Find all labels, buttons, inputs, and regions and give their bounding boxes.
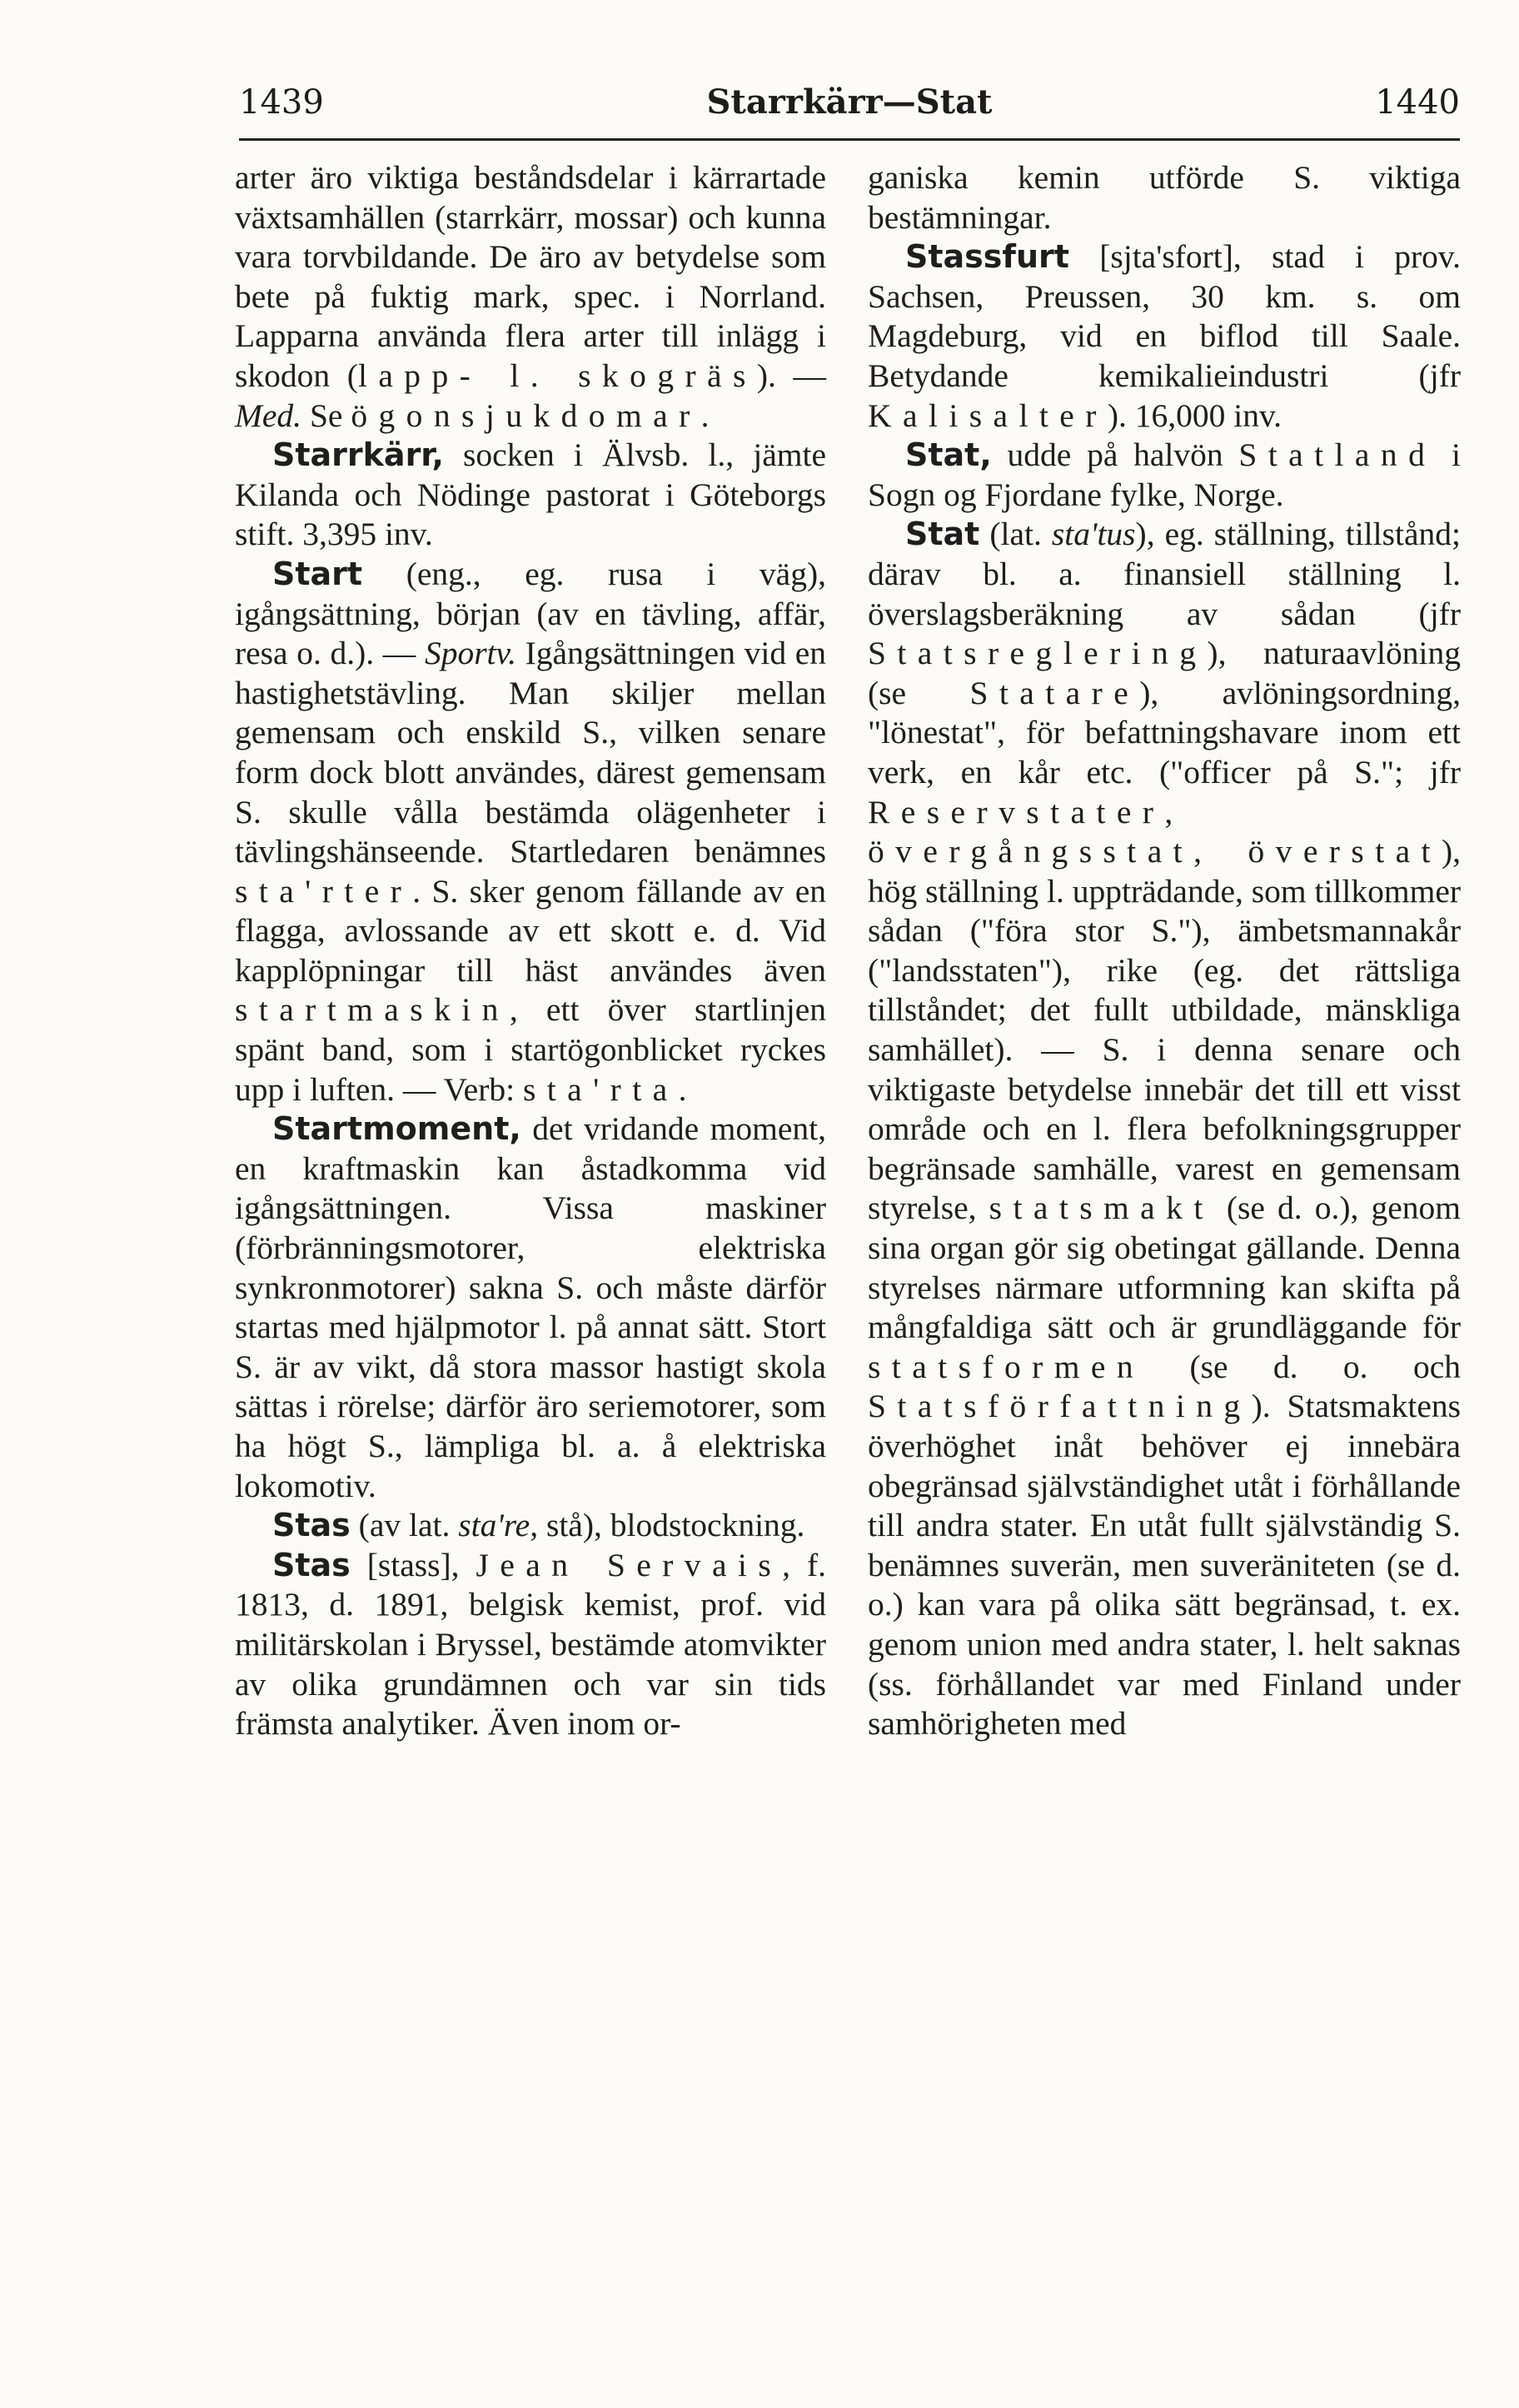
text: ), eg. ställning, tillstånd; därav bl. a. finansiell ställning l. överslagsberäkning av sådan (jfr bbox=[868, 516, 1461, 632]
right-column bbox=[868, 158, 1461, 2366]
text: ). 16,000 inv. bbox=[1107, 396, 1282, 434]
entry-continuation bbox=[235, 158, 826, 436]
text: [stass], bbox=[350, 1546, 476, 1583]
page-number-right: 1440 bbox=[1375, 83, 1460, 122]
entry-stas-2 bbox=[235, 1546, 826, 1744]
spaced-term: Statsförfattning bbox=[868, 1388, 1252, 1425]
spaced-term: övergångsstat bbox=[868, 833, 1194, 870]
entry-stat-udde bbox=[868, 436, 1461, 515]
headword: Start bbox=[272, 555, 363, 592]
text: i Sogn og Fjordane fylke, Norge. bbox=[868, 436, 1461, 513]
spaced-term: Statare bbox=[969, 674, 1140, 711]
text: det vridande moment, en kraftmaskin kan åstadkomma vid igångsättningen. Vissa maskiner (förbränningsmotorer, elektriska synkronmotorer) sakna S. och måste därför startas med hjälpmotor l. på annat sätt. Stort S. är av vikt, då stora massor hastigt skola sättas i rörelse; därför äro seriemotorer, som ha högt S., lämpliga bl. a. å elektriska lokomotiv. bbox=[235, 1110, 826, 1504]
text: Se bbox=[301, 396, 351, 434]
text: , f. 1813, d. 1891, belgisk kemist, prof. vid militärskolan i Bryssel, bestämde atomvikter av olika grundämnen och var sin tids främsta analytiker. Även inom or- bbox=[235, 1546, 826, 1742]
entry-stas-1 bbox=[235, 1506, 826, 1546]
text: , bbox=[1193, 833, 1248, 870]
page-header bbox=[239, 73, 1460, 132]
text: ), avlöningsordning, "lönestat", för befattningshavare inom ett verk, en kår etc. ("officer på S."; jfr bbox=[868, 674, 1462, 790]
spaced-term: ögonsjukdomar bbox=[351, 396, 701, 434]
entry-startmoment bbox=[235, 1109, 826, 1506]
spaced-term: statsmakt bbox=[989, 1189, 1214, 1227]
left-column bbox=[235, 158, 826, 2366]
text: (se d. o. och bbox=[1144, 1348, 1461, 1385]
text: (av lat. bbox=[350, 1507, 459, 1544]
headword: Stassfurt bbox=[905, 238, 1069, 276]
text: udde på halvön bbox=[991, 436, 1239, 474]
text: . bbox=[678, 1070, 687, 1108]
italic-term: Sportv. bbox=[424, 635, 517, 672]
text: . S. sker genom fällande av en flagga, avlossande av ett skott e. d. Vid kapplöpningar till häst användes även bbox=[235, 872, 826, 989]
text: (se d. o.), genom sina organ gör sig obetingat gällande. Denna styrelses närmare utformning kan skifta på mångfaldiga sätt och är grundläggande för bbox=[868, 1189, 1462, 1346]
spaced-term: Kalisalter bbox=[868, 396, 1108, 434]
spaced-term: startmaskin bbox=[235, 991, 510, 1029]
text: [sjta'sfort], stad i prov. Sachsen, Preussen, 30 km. s. om Magdeburg, vid en biflod till Saale. Betydande kemikalieindustri (jfr bbox=[868, 238, 1461, 394]
headword: Starrkärr, bbox=[272, 436, 444, 474]
text: stå), blodstockning. bbox=[538, 1507, 805, 1544]
text: Igångsättningen vid en hastighetstävling. Man skiljer mellan gemensam och enskild S., vilken senare form dock blott användes, därest gemensam S. skulle vålla bestämda olägenheter i tävlingshänseende. Startledaren benämnes bbox=[235, 635, 826, 870]
italic-term: sta're, bbox=[458, 1507, 539, 1544]
italic-term: sta'tus bbox=[1051, 516, 1136, 553]
spaced-term: lapp- l. skogräs bbox=[357, 356, 757, 394]
headword: Startmoment, bbox=[272, 1110, 521, 1148]
headword: Stas bbox=[272, 1546, 351, 1583]
text: arter äro viktiga beståndsdelar i kärrartade växtsamhällen (starrkärr, mossar) och kunna vara torvbildande. De äro av betydelse som bete på fuktig mark, spec. i Norrland. Lapparna använda flera arter till inlägg i skodon ( bbox=[235, 159, 826, 394]
running-title: Starrkärr—Stat bbox=[706, 82, 993, 122]
text: ), naturaavlöning (se bbox=[868, 635, 1461, 711]
spaced-term: Reservstater bbox=[868, 793, 1165, 830]
text: , ett över startlinjen spänt band, som i startögonblicket ryckes upp i luften. — Verb: bbox=[235, 991, 826, 1108]
spaced-term: statsformen bbox=[868, 1348, 1145, 1385]
text: (eng., eg. rusa i väg), igångsättning, början (av en tävling, affär, resa o. d.). — bbox=[235, 555, 826, 672]
text: ganiska kemin utförde S. viktiga bestämningar. bbox=[868, 159, 1461, 236]
entry-stat bbox=[868, 515, 1461, 1743]
headword: Stat, bbox=[905, 436, 992, 474]
text: ). — bbox=[756, 356, 826, 394]
spaced-term: Statsreglering bbox=[868, 635, 1208, 672]
text: socken i Älvsb. l., jämte Kilanda och Nödinge pastorat i Göteborgs stift. 3,395 inv. bbox=[235, 436, 826, 553]
headword: Stas bbox=[272, 1507, 351, 1544]
spaced-term: överstat bbox=[1248, 833, 1442, 870]
entry-stassfurt bbox=[868, 237, 1461, 436]
entry-start bbox=[235, 555, 826, 1109]
spaced-term: sta'rter bbox=[235, 872, 413, 910]
text: ). Statsmaktens överhöghet inåt behöver ej innebära obegränsad självständighet utåt i förhållande till andra stater. En utåt fullt självständig S. benämnes suverän, men suveräniteten (se d. o.) kan vara på olika sätt begränsad, t. ex. genom union med andra stater, l. helt saknas (ss. förhållandet var med Finland under samhörigheten med bbox=[868, 1388, 1461, 1742]
header-rule bbox=[239, 138, 1460, 141]
entry-starrkarr bbox=[235, 436, 826, 555]
spaced-term: Statland bbox=[1238, 436, 1437, 474]
page-number-left: 1439 bbox=[239, 83, 324, 122]
italic-term: Med. bbox=[235, 396, 302, 434]
entry-continuation bbox=[868, 158, 1461, 237]
text: , bbox=[1164, 793, 1173, 830]
spaced-term: sta'rta bbox=[522, 1070, 679, 1108]
text: (lat. bbox=[979, 516, 1052, 553]
text: . bbox=[700, 396, 710, 434]
headword: Stat bbox=[905, 516, 980, 553]
spaced-term: Jean Servais bbox=[476, 1546, 783, 1583]
text: ), hög ställning l. uppträdande, som tillkommer sådan ("föra stor S."), ämbetsmannakår ("landsstaten"), rike (eg. det rättsliga tillståndet; det fullt utbildade, mänskliga samhället). — S. i denna senare och viktigaste betydelse innebär det till ett visst område och en l. flera befolkningsgrupper begränsade samhälle, varest en gemensam styrelse, bbox=[868, 833, 1462, 1227]
